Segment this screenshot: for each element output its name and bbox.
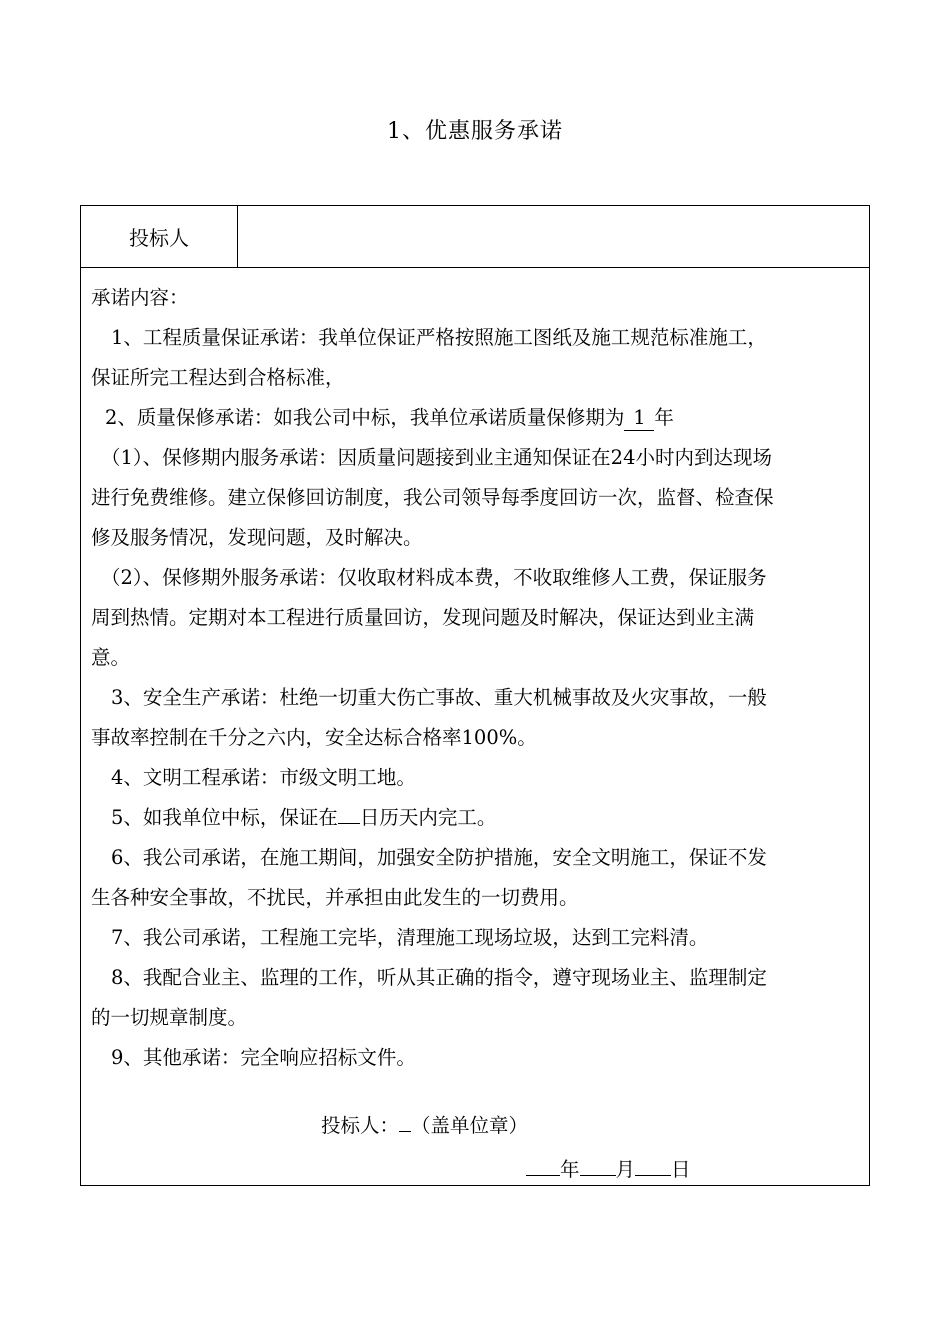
seal-text: （盖单位章） [411,1114,529,1137]
quality-commitment-line1: 1、工程质量保证承诺：我单位保证严格按照施工图纸及施工规范标准施工， [111,326,767,349]
warranty-unit: 年 [654,406,674,429]
warranty-text: 2、质量保修承诺：如我公司中标，我单位承诺质量保修期为 [105,406,625,429]
in-warranty-line1: （1）、保修期内服务承诺：因质量问题接到业主通知保证在24小时内到达现场 [101,446,772,469]
bidder-row [81,206,869,268]
year-blank [526,1175,560,1176]
cleanup-commitment: 7、我公司承诺，工程施工完毕，清理施工现场垃圾，达到工完料清。 [111,926,709,949]
content-heading: 承诺内容： [91,286,189,309]
bidder-label: 投标人 [81,206,238,267]
safety-commitment-line1: 3、安全生产承诺：杜绝一切重大伤亡事故、重大机械事故及火灾事故，一般 [111,686,767,709]
commitment-form [80,205,870,1186]
warranty-years-blank: 1 [624,406,654,431]
out-warranty-line2: 周到热情。定期对本工程进行质量回访，发现问题及时解决，保证达到业主满 [91,606,755,629]
month-label: 月 [615,1158,636,1181]
civilized-commitment: 4、文明工程承诺：市级文明工地。 [111,766,416,789]
out-warranty-line1: （2）、保修期外服务承诺：仅收取材料成本费，不收取维修人工费，保证服务 [101,566,767,589]
bidder-signature [321,1110,528,1138]
completion-unit: 日历天内完工。 [359,806,497,829]
safety-commitment-line2: 事故率控制在千分之六内，安全达标合格率100%。 [91,726,537,749]
day-blank [635,1175,671,1176]
month-blank [580,1175,616,1176]
quality-commitment-line2: 保证所完工程达到合格标准， [91,366,345,389]
in-warranty-line3: 修及服务情况，发现问题，及时解决。 [91,526,423,549]
signature-blank [399,1131,411,1132]
cooperation-line2: 的一切规章制度。 [91,1006,248,1029]
warranty-commitment [91,398,861,438]
year-label: 年 [560,1158,580,1181]
completion-text: 5、如我单位中标，保证在 [111,806,338,829]
construction-safety-line1: 6、我公司承诺，在施工期间，加强安全防护措施，安全文明施工，保证不发 [111,846,767,869]
day-label: 日 [671,1158,691,1181]
bidder-value [238,206,869,267]
signature-date [526,1154,691,1182]
out-warranty-line3: 意。 [91,646,131,669]
cooperation-line1: 8、我配合业主、监理的工作，听从其正确的指令，遵守现场业主、监理制定 [111,966,767,989]
other-commitment: 9、其他承诺：完全响应招标文件。 [111,1046,416,1069]
in-warranty-line2: 进行免费维修。建立保修回访制度，我公司领导每季度回访一次，监督、检查保 [91,486,774,509]
completion-days-blank [338,823,360,824]
completion-commitment [91,798,861,838]
document-title: 1、优惠服务承诺 [387,119,563,144]
construction-safety-line2: 生各种安全事故，不扰民，并承担由此发生的一切费用。 [91,886,579,909]
commitment-content [91,278,861,1078]
signature-label: 投标人： [321,1114,400,1137]
